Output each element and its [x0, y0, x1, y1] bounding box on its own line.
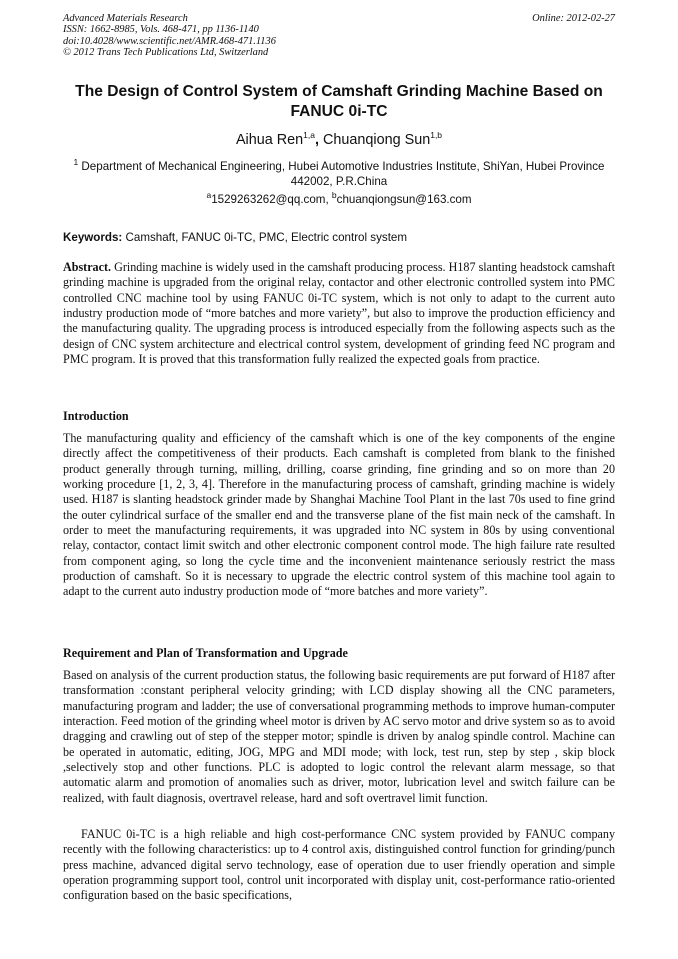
- affiliation-mark: 1: [73, 157, 79, 168]
- abstract: [63, 260, 615, 367]
- affiliation: [70, 159, 608, 189]
- journal-name: Advanced Materials Research: [63, 13, 188, 24]
- author-affiliation-mark: 1,a: [303, 130, 315, 141]
- abstract-label: Abstract.: [63, 260, 112, 274]
- email-list: [50, 192, 628, 207]
- email-address: chuanqiongsun@163.com: [336, 193, 472, 206]
- affiliation-text: Department of Mechanical Engineering, Hubei Automotive Industries Institute, ShiYan, Hubei Province 442002, P.R.China: [78, 160, 605, 188]
- paper-title: The Design of Control System of Camshaft Grinding Machine Based on FANUC 0i-TC: [75, 83, 603, 120]
- keywords: [63, 230, 615, 245]
- requirements-paragraph-2: FANUC 0i-TC is a high reliable and high cost-performance CNC system provided by FANUC company recently with the following characteristics: up to 4 control axis, distinguished control function for grinding/punch press machine, advanced digital servo technology, ease of operation due to user friendly operation and simple operation programming support tool, control unit incorporated with display unit, cost-performance ratio-oriented configuration based on the basic specifications,: [63, 827, 615, 903]
- email-mark: b: [331, 190, 337, 201]
- keywords-text: Camshaft, FANUC 0i-TC, PMC, Electric control system: [122, 231, 408, 244]
- email-separator: ,: [325, 193, 332, 206]
- keywords-label: Keywords:: [63, 231, 123, 244]
- requirements-paragraph-1: Based on analysis of the current production status, the following basic requirements are put forward of H187 after transformation :constant peripheral velocity grinding; with LCD display showing all the CNC parameters, manufacturing program and ladder; the use of conversational programming methods to improve human-computer interaction. Feed motion of the grinding wheel motor is driven by AC servo motor and drive system so as to avoid dragging and crawling out of step of the stepper motor; spindle is driven by analog spindle control. Machine can be operated in automatic, editing, JOG, MPG and MDI mode; with lock, test run, step by step , skip block ,selectively stop and other functions. PLC is adopted to logic control the relevant alarm message, so that automatic alarm and promotion of anomalies such as driver, motor, lubrication level and switch failure can be realized, with fault diagnosis, overtravel release, hard and soft overtravel limit function.: [63, 668, 615, 805]
- email-address: 1529263262@qq.com: [211, 193, 326, 206]
- email-mark: a: [206, 190, 212, 201]
- author-name: Chuanqiong Sun: [322, 132, 431, 148]
- introduction-heading: Introduction: [63, 409, 129, 423]
- author-separator: ,: [314, 132, 323, 148]
- author-affiliation-mark: 1,b: [430, 130, 443, 141]
- issn-line: ISSN: 1662-8985, Vols. 468-471, pp 1136-1140: [63, 24, 259, 36]
- author-list: [50, 131, 628, 149]
- online-date: Online: 2012-02-27: [532, 13, 615, 24]
- introduction-text: The manufacturing quality and efficiency of the camshaft which is one of the key components of the engine directly affect the competitiveness of their products. Each camshaft is completed from blank to the finished product generally through turning, milling, drilling, coarse grinding, fine grinding and so on more than 20 working procedure [1, 2, 3, 4]. Therefore in the manufacturing process of camshaft, grinding machine is widely used. H187 is slanting headstock grinder made by Shanghai Machine Tool Plant in the last 70s used to fine grind the outer cylindrical surface of the smaller end and the transverse plane of the fist main neck of the camshaft. In order to meet the manufacturing requirements, it was upgraded into NC system in 80s by using conventional relay, contactor, contact limit switch and other electronic component control mode. The high failure rate resulted from component aging, so long the cycle time and the inconvenient maintenance seriously restrict the mass production of camshaft. So it is necessary to upgrade the electric control system of this machine tool again to adapt to the current auto industry production mode of “more batches and more variety”.: [63, 431, 615, 599]
- journal-header: [63, 13, 615, 59]
- copyright-line: © 2012 Trans Tech Publications Ltd, Switzerland: [63, 47, 269, 59]
- requirements-heading: Requirement and Plan of Transformation and Upgrade: [63, 646, 348, 660]
- abstract-text: Grinding machine is widely used in the camshaft producing process. H187 slanting headstock camshaft grinding machine is upgraded from the original relay, contactor and other electronic controlled system into PMC controlled CNC machine tool by using FANUC 0i-TC system, which is not only to adapt to the current auto industry production mode of “more batches and more variety”, but also to improve the production efficiency and the manufacturing quality. The upgrading process is introduced especially from the following aspects such as the design of CNC system architecture and electrical control system, development of grinding feed NC program and PMC program. It is proved that this transformation fully realized the expected goals from practice.: [63, 260, 615, 367]
- doi-line: doi:10.4028/www.scientific.net/AMR.468-471.1136: [63, 35, 276, 47]
- author-name: Aihua Ren: [235, 132, 304, 148]
